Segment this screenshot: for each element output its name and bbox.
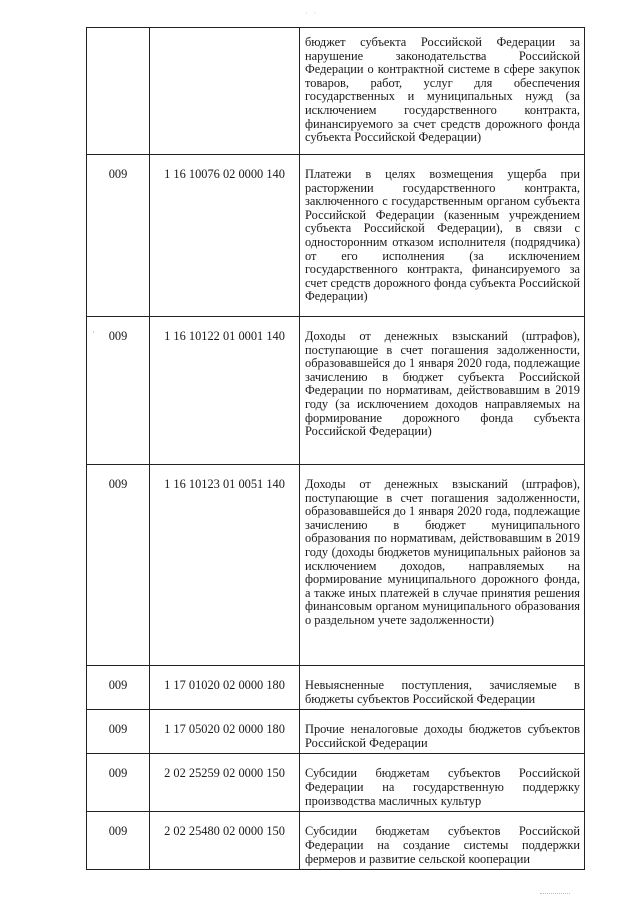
- budget-code-cell: [150, 28, 300, 155]
- table-row: [87, 28, 585, 155]
- revenue-name-cell: Невыясненные поступления, зачисляемые в бюджеты субъектов Российской Федерации: [300, 666, 585, 710]
- admin-code-cell: [87, 28, 150, 155]
- budget-revenue-table: [86, 27, 585, 870]
- admin-code-cell: 009: [87, 754, 150, 812]
- admin-code-cell: 009: [87, 155, 150, 317]
- table-row: [87, 666, 585, 710]
- budget-code-cell: 1 16 10076 02 0000 140: [150, 155, 300, 317]
- revenue-name-cell: Прочие неналоговые доходы бюджетов субъектов Российской Федерации: [300, 710, 585, 754]
- admin-code-cell: 009: [87, 710, 150, 754]
- admin-code-cell: 009: [87, 812, 150, 870]
- scan-dot: ·: [92, 327, 95, 337]
- budget-code-cell: 2 02 25480 02 0000 150: [150, 812, 300, 870]
- budget-code-cell: 2 02 25259 02 0000 150: [150, 754, 300, 812]
- budget-code-cell: 1 17 01020 02 0000 180: [150, 666, 300, 710]
- scan-artifact-line: [540, 893, 570, 894]
- revenue-name-cell: Субсидии бюджетам субъектов Российской Федерации на государственную поддержку производства масличных культур: [300, 754, 585, 812]
- revenue-name-cell: Субсидии бюджетам субъектов Российской Федерации на создание системы поддержки фермеров и развитие сельской кооперации: [300, 812, 585, 870]
- table-row: [87, 317, 585, 465]
- admin-code-cell: 009: [87, 465, 150, 666]
- scan-artifact: · ·: [305, 9, 319, 18]
- revenue-name-cell: Платежи в целях возмещения ущерба при расторжении государственного контракта, заключенного с государственным органом субъекта Российской Федерации (казенным учреждением субъекта Российской Федерации), в связи с односторонним отказом исполнителя (подрядчика) от его исполнения (за исключением государственного контракта, финансируемого за счет средств дорожного фонда субъекта Российской Федерации): [300, 155, 585, 317]
- budget-code-cell: 1 16 10123 01 0051 140: [150, 465, 300, 666]
- table-row: [87, 754, 585, 812]
- table-row: [87, 155, 585, 317]
- revenue-name-cell: бюджет субъекта Российской Федерации за нарушение законодательства Российской Федерации о контрактной системе в сфере закупок товаров, работ, услуг для обеспечения государственных и муниципальных нужд (за исключением государственного контракта, финансируемого за счет средств дорожного фонда субъекта Российской Федерации): [300, 28, 585, 155]
- table-row: [87, 465, 585, 666]
- table-row: [87, 812, 585, 870]
- table-row: [87, 710, 585, 754]
- revenue-name-cell: Доходы от денежных взысканий (штрафов), поступающие в счет погашения задолженности, образовавшейся до 1 января 2020 года, подлежащие зачислению в бюджет муниципального образования по нормативам, действовавшим в 2019 году (доходы бюджетов муниципальных районов за исключением доходов, направляемых на формирование муниципального дорожного фонда, а также иных платежей в случае принятия решения финансовым органом муниципального образования о раздельном учете задолженности): [300, 465, 585, 666]
- revenue-name-cell: Доходы от денежных взысканий (штрафов), поступающие в счет погашения задолженности, образовавшейся до 1 января 2020 года, подлежащие зачислению в бюджет субъекта Российской Федерации по нормативам, действовавшим в 2019 году (за исключением доходов направляемых на формирование дорожного фонда субъекта Российской Федерации): [300, 317, 585, 465]
- budget-code-cell: 1 16 10122 01 0001 140: [150, 317, 300, 465]
- admin-code-cell: 009: [87, 666, 150, 710]
- budget-code-cell: 1 17 05020 02 0000 180: [150, 710, 300, 754]
- admin-code-cell: 009: [87, 317, 150, 465]
